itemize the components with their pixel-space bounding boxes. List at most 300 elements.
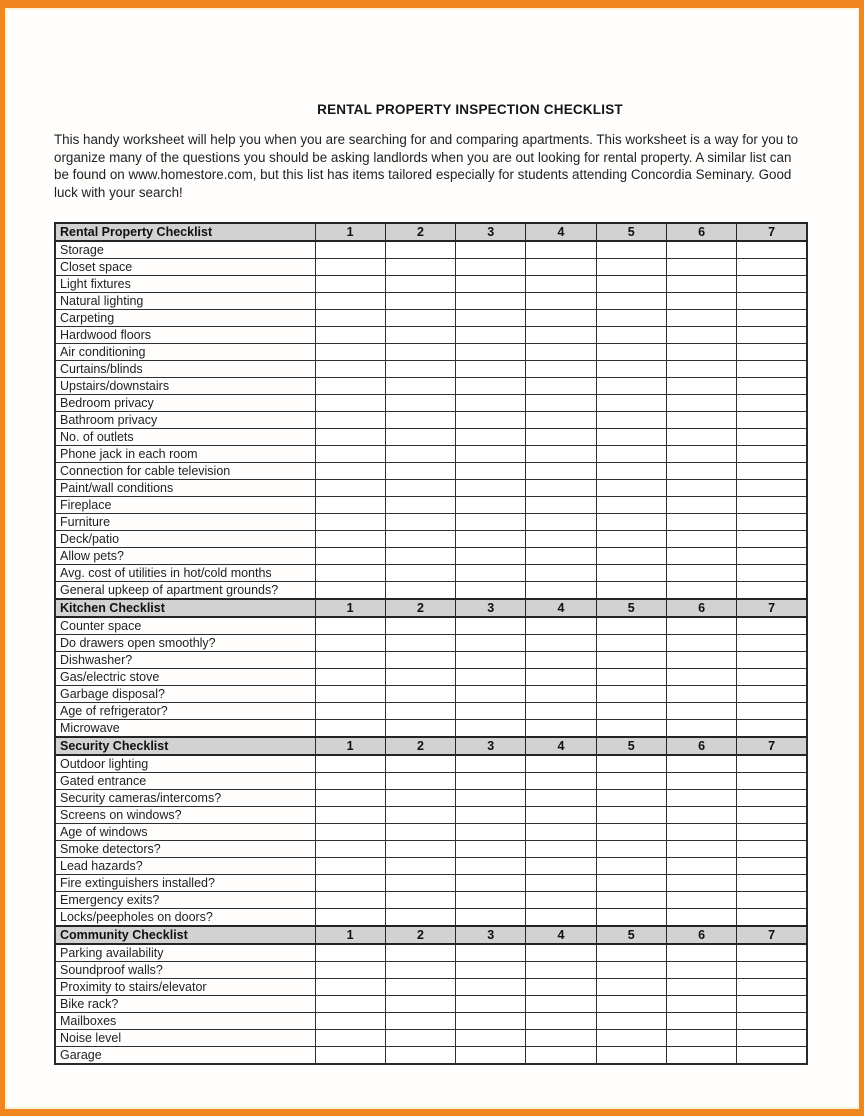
rating-cell bbox=[596, 395, 666, 412]
rating-cell bbox=[385, 720, 455, 738]
rating-column-header: 3 bbox=[456, 599, 526, 617]
rating-cell bbox=[385, 635, 455, 652]
rating-cell bbox=[526, 412, 596, 429]
checklist-item-row bbox=[55, 582, 807, 600]
checklist-item-label: Storage bbox=[55, 241, 315, 259]
rating-cell bbox=[385, 241, 455, 259]
rating-cell bbox=[737, 310, 807, 327]
rating-column-header: 1 bbox=[315, 599, 385, 617]
rating-cell bbox=[737, 1047, 807, 1065]
rating-cell bbox=[596, 686, 666, 703]
rating-cell bbox=[596, 276, 666, 293]
rating-cell bbox=[526, 259, 596, 276]
checklist-item-row bbox=[55, 548, 807, 565]
rating-cell bbox=[596, 858, 666, 875]
rating-cell bbox=[666, 807, 736, 824]
rating-cell bbox=[526, 395, 596, 412]
rating-cell bbox=[596, 807, 666, 824]
rating-cell bbox=[456, 790, 526, 807]
rating-column-header: 7 bbox=[737, 926, 807, 944]
checklist-item-label: Phone jack in each room bbox=[55, 446, 315, 463]
rating-cell bbox=[737, 241, 807, 259]
rating-cell bbox=[737, 548, 807, 565]
checklist-item-label: Garbage disposal? bbox=[55, 686, 315, 703]
rating-cell bbox=[666, 378, 736, 395]
rating-cell bbox=[666, 259, 736, 276]
rating-cell bbox=[596, 773, 666, 790]
rating-cell bbox=[385, 669, 455, 686]
checklist-item-label: Noise level bbox=[55, 1030, 315, 1047]
rating-column-header: 2 bbox=[385, 926, 455, 944]
rating-cell bbox=[315, 1030, 385, 1047]
rating-column-header: 2 bbox=[385, 599, 455, 617]
rating-cell bbox=[737, 875, 807, 892]
rating-cell bbox=[315, 773, 385, 790]
rating-cell bbox=[737, 1030, 807, 1047]
rating-cell bbox=[315, 686, 385, 703]
rating-column-header: 4 bbox=[526, 926, 596, 944]
rating-cell bbox=[526, 480, 596, 497]
rating-column-header: 1 bbox=[315, 926, 385, 944]
checklist-item-row bbox=[55, 686, 807, 703]
rating-cell bbox=[315, 944, 385, 962]
rating-cell bbox=[666, 841, 736, 858]
checklist-item-label: Connection for cable television bbox=[55, 463, 315, 480]
rating-cell bbox=[737, 773, 807, 790]
checklist-item-label: Mailboxes bbox=[55, 1013, 315, 1030]
rating-cell bbox=[737, 361, 807, 378]
checklist-item-row bbox=[55, 344, 807, 361]
rating-cell bbox=[315, 996, 385, 1013]
checklist-item-label: Air conditioning bbox=[55, 344, 315, 361]
rating-cell bbox=[315, 617, 385, 635]
rating-cell bbox=[737, 703, 807, 720]
rating-cell bbox=[315, 276, 385, 293]
rating-column-header: 3 bbox=[456, 223, 526, 241]
checklist-item-label: Counter space bbox=[55, 617, 315, 635]
rating-cell bbox=[385, 480, 455, 497]
rating-cell bbox=[596, 259, 666, 276]
checklist-item-row bbox=[55, 293, 807, 310]
rating-cell bbox=[596, 669, 666, 686]
rating-cell bbox=[315, 582, 385, 600]
rating-cell bbox=[456, 1047, 526, 1065]
rating-cell bbox=[526, 962, 596, 979]
rating-column-header: 5 bbox=[596, 737, 666, 755]
rating-cell bbox=[666, 327, 736, 344]
rating-cell bbox=[385, 944, 455, 962]
checklist-item-label: Bathroom privacy bbox=[55, 412, 315, 429]
checklist-item-label: Smoke detectors? bbox=[55, 841, 315, 858]
rating-column-header: 4 bbox=[526, 223, 596, 241]
rating-cell bbox=[666, 412, 736, 429]
checklist-item-row bbox=[55, 824, 807, 841]
rating-cell bbox=[315, 412, 385, 429]
rating-cell bbox=[456, 669, 526, 686]
rating-cell bbox=[737, 327, 807, 344]
checklist-item-row bbox=[55, 361, 807, 378]
rating-cell bbox=[596, 790, 666, 807]
rating-cell bbox=[385, 378, 455, 395]
rating-cell bbox=[315, 463, 385, 480]
rating-cell bbox=[666, 497, 736, 514]
rating-cell bbox=[456, 565, 526, 582]
checklist-item-row bbox=[55, 327, 807, 344]
rating-cell bbox=[526, 582, 596, 600]
rating-cell bbox=[596, 412, 666, 429]
rating-cell bbox=[596, 996, 666, 1013]
rating-cell bbox=[737, 652, 807, 669]
rating-cell bbox=[315, 720, 385, 738]
checklist-item-row bbox=[55, 755, 807, 773]
checklist-item-row bbox=[55, 841, 807, 858]
rating-cell bbox=[385, 703, 455, 720]
rating-cell bbox=[456, 841, 526, 858]
rating-column-header: 6 bbox=[666, 926, 736, 944]
rating-cell bbox=[456, 892, 526, 909]
checklist-item-label: Emergency exits? bbox=[55, 892, 315, 909]
checklist-item-row bbox=[55, 892, 807, 909]
rating-cell bbox=[456, 446, 526, 463]
checklist-item-label: Closet space bbox=[55, 259, 315, 276]
rating-cell bbox=[666, 480, 736, 497]
rating-cell bbox=[526, 841, 596, 858]
checklist-item-row bbox=[55, 446, 807, 463]
rating-cell bbox=[456, 531, 526, 548]
rating-cell bbox=[526, 1047, 596, 1065]
checklist-item-row bbox=[55, 463, 807, 480]
section-header-row bbox=[55, 737, 807, 755]
rating-cell bbox=[385, 841, 455, 858]
checklist-item-label: Age of windows bbox=[55, 824, 315, 841]
checklist-item-row bbox=[55, 720, 807, 738]
checklist-table bbox=[54, 222, 808, 1065]
rating-cell bbox=[385, 259, 455, 276]
rating-column-header: 6 bbox=[666, 223, 736, 241]
rating-cell bbox=[456, 773, 526, 790]
page-title: RENTAL PROPERTY INSPECTION CHECKLIST bbox=[317, 102, 623, 117]
rating-cell bbox=[526, 720, 596, 738]
rating-cell bbox=[385, 858, 455, 875]
checklist-item-label: Fireplace bbox=[55, 497, 315, 514]
section-header-row bbox=[55, 223, 807, 241]
checklist-item-row bbox=[55, 259, 807, 276]
rating-cell bbox=[315, 979, 385, 996]
rating-cell bbox=[385, 429, 455, 446]
rating-cell bbox=[666, 686, 736, 703]
rating-cell bbox=[385, 412, 455, 429]
rating-column-header: 5 bbox=[596, 926, 666, 944]
checklist-item-label: Deck/patio bbox=[55, 531, 315, 548]
rating-cell bbox=[456, 1013, 526, 1030]
rating-cell bbox=[526, 361, 596, 378]
rating-cell bbox=[666, 361, 736, 378]
rating-cell bbox=[526, 617, 596, 635]
checklist-item-row bbox=[55, 1047, 807, 1065]
rating-cell bbox=[456, 858, 526, 875]
rating-column-header: 7 bbox=[737, 599, 807, 617]
rating-cell bbox=[526, 497, 596, 514]
rating-cell bbox=[315, 344, 385, 361]
rating-cell bbox=[737, 996, 807, 1013]
rating-cell bbox=[526, 807, 596, 824]
rating-cell bbox=[315, 548, 385, 565]
rating-cell bbox=[666, 582, 736, 600]
rating-cell bbox=[385, 979, 455, 996]
checklist-item-label: Garage bbox=[55, 1047, 315, 1065]
rating-cell bbox=[385, 962, 455, 979]
rating-cell bbox=[737, 565, 807, 582]
rating-cell bbox=[385, 582, 455, 600]
rating-cell bbox=[526, 548, 596, 565]
rating-cell bbox=[385, 310, 455, 327]
rating-cell bbox=[526, 669, 596, 686]
checklist-item-label: Light fixtures bbox=[55, 276, 315, 293]
rating-cell bbox=[596, 841, 666, 858]
rating-cell bbox=[526, 755, 596, 773]
rating-cell bbox=[737, 944, 807, 962]
rating-cell bbox=[737, 841, 807, 858]
rating-cell bbox=[315, 652, 385, 669]
rating-cell bbox=[737, 276, 807, 293]
rating-cell bbox=[737, 790, 807, 807]
rating-cell bbox=[596, 1030, 666, 1047]
checklist-item-label: Upstairs/downstairs bbox=[55, 378, 315, 395]
checklist-item-label: Paint/wall conditions bbox=[55, 480, 315, 497]
rating-column-header: 4 bbox=[526, 737, 596, 755]
rating-cell bbox=[526, 344, 596, 361]
rating-cell bbox=[526, 944, 596, 962]
rating-cell bbox=[666, 773, 736, 790]
checklist-item-label: Gated entrance bbox=[55, 773, 315, 790]
checklist-item-row bbox=[55, 635, 807, 652]
rating-cell bbox=[315, 807, 385, 824]
rating-cell bbox=[666, 979, 736, 996]
rating-cell bbox=[737, 979, 807, 996]
rating-cell bbox=[526, 909, 596, 927]
rating-cell bbox=[526, 790, 596, 807]
rating-cell bbox=[456, 412, 526, 429]
rating-cell bbox=[526, 686, 596, 703]
checklist-item-label: Fire extinguishers installed? bbox=[55, 875, 315, 892]
checklist-item-label: Lead hazards? bbox=[55, 858, 315, 875]
rating-cell bbox=[385, 1013, 455, 1030]
rating-cell bbox=[666, 446, 736, 463]
checklist-item-row bbox=[55, 617, 807, 635]
rating-cell bbox=[315, 703, 385, 720]
checklist-item-label: Curtains/blinds bbox=[55, 361, 315, 378]
rating-cell bbox=[666, 276, 736, 293]
rating-cell bbox=[737, 1013, 807, 1030]
checklist-item-label: Gas/electric stove bbox=[55, 669, 315, 686]
rating-cell bbox=[596, 979, 666, 996]
checklist-item-label: Furniture bbox=[55, 514, 315, 531]
checklist-item-row bbox=[55, 395, 807, 412]
rating-cell bbox=[596, 293, 666, 310]
rating-cell bbox=[315, 1013, 385, 1030]
rating-cell bbox=[385, 824, 455, 841]
rating-cell bbox=[596, 635, 666, 652]
rating-cell bbox=[596, 463, 666, 480]
rating-cell bbox=[666, 875, 736, 892]
rating-cell bbox=[737, 686, 807, 703]
rating-cell bbox=[315, 824, 385, 841]
rating-cell bbox=[526, 875, 596, 892]
rating-cell bbox=[456, 395, 526, 412]
checklist-item-row bbox=[55, 514, 807, 531]
rating-cell bbox=[385, 807, 455, 824]
rating-cell bbox=[456, 378, 526, 395]
rating-cell bbox=[596, 480, 666, 497]
rating-cell bbox=[385, 514, 455, 531]
rating-cell bbox=[385, 497, 455, 514]
rating-cell bbox=[456, 293, 526, 310]
checklist-item-label: Parking availability bbox=[55, 944, 315, 962]
rating-cell bbox=[666, 1030, 736, 1047]
rating-cell bbox=[526, 241, 596, 259]
rating-cell bbox=[456, 497, 526, 514]
rating-cell bbox=[526, 635, 596, 652]
rating-column-header: 4 bbox=[526, 599, 596, 617]
rating-cell bbox=[596, 703, 666, 720]
rating-cell bbox=[737, 669, 807, 686]
rating-cell bbox=[596, 824, 666, 841]
rating-cell bbox=[526, 446, 596, 463]
rating-cell bbox=[456, 824, 526, 841]
checklist-item-row bbox=[55, 652, 807, 669]
checklist-item-row bbox=[55, 378, 807, 395]
rating-cell bbox=[526, 858, 596, 875]
rating-cell bbox=[737, 531, 807, 548]
section-header-label: Rental Property Checklist bbox=[55, 223, 315, 241]
rating-cell bbox=[666, 720, 736, 738]
rating-cell bbox=[315, 446, 385, 463]
rating-cell bbox=[456, 327, 526, 344]
rating-cell bbox=[315, 635, 385, 652]
rating-cell bbox=[315, 841, 385, 858]
checklist-item-row bbox=[55, 858, 807, 875]
rating-cell bbox=[526, 276, 596, 293]
section-header-label: Community Checklist bbox=[55, 926, 315, 944]
rating-column-header: 7 bbox=[737, 223, 807, 241]
rating-cell bbox=[666, 996, 736, 1013]
rating-cell bbox=[385, 361, 455, 378]
rating-cell bbox=[526, 429, 596, 446]
rating-cell bbox=[737, 892, 807, 909]
rating-cell bbox=[456, 276, 526, 293]
rating-cell bbox=[737, 463, 807, 480]
rating-cell bbox=[315, 892, 385, 909]
rating-cell bbox=[737, 497, 807, 514]
rating-cell bbox=[737, 259, 807, 276]
rating-cell bbox=[456, 1030, 526, 1047]
rating-cell bbox=[456, 480, 526, 497]
checklist-item-row bbox=[55, 412, 807, 429]
rating-cell bbox=[385, 617, 455, 635]
rating-cell bbox=[315, 565, 385, 582]
checklist-item-row bbox=[55, 909, 807, 927]
rating-cell bbox=[737, 962, 807, 979]
rating-cell bbox=[596, 909, 666, 927]
rating-cell bbox=[526, 531, 596, 548]
rating-cell bbox=[526, 310, 596, 327]
rating-cell bbox=[315, 1047, 385, 1065]
checklist-item-label: Proximity to stairs/elevator bbox=[55, 979, 315, 996]
rating-cell bbox=[737, 824, 807, 841]
rating-cell bbox=[666, 617, 736, 635]
rating-cell bbox=[385, 909, 455, 927]
rating-cell bbox=[385, 327, 455, 344]
rating-cell bbox=[385, 293, 455, 310]
checklist-item-row bbox=[55, 1030, 807, 1047]
rating-cell bbox=[526, 979, 596, 996]
rating-cell bbox=[737, 293, 807, 310]
rating-cell bbox=[526, 565, 596, 582]
checklist-item-label: Screens on windows? bbox=[55, 807, 315, 824]
rating-cell bbox=[385, 996, 455, 1013]
rating-cell bbox=[315, 480, 385, 497]
rating-cell bbox=[596, 962, 666, 979]
rating-cell bbox=[596, 531, 666, 548]
rating-cell bbox=[385, 755, 455, 773]
rating-cell bbox=[315, 790, 385, 807]
rating-cell bbox=[666, 1047, 736, 1065]
rating-cell bbox=[666, 892, 736, 909]
rating-column-header: 6 bbox=[666, 599, 736, 617]
checklist-item-label: Soundproof walls? bbox=[55, 962, 315, 979]
rating-cell bbox=[385, 892, 455, 909]
rating-cell bbox=[385, 565, 455, 582]
rating-cell bbox=[666, 652, 736, 669]
rating-cell bbox=[456, 514, 526, 531]
rating-cell bbox=[456, 582, 526, 600]
rating-cell bbox=[385, 531, 455, 548]
checklist-item-label: Bedroom privacy bbox=[55, 395, 315, 412]
checklist-item-row bbox=[55, 703, 807, 720]
rating-cell bbox=[666, 755, 736, 773]
rating-cell bbox=[737, 635, 807, 652]
rating-cell bbox=[315, 497, 385, 514]
rating-cell bbox=[737, 429, 807, 446]
rating-cell bbox=[315, 429, 385, 446]
rating-cell bbox=[666, 429, 736, 446]
rating-cell bbox=[315, 669, 385, 686]
rating-cell bbox=[526, 652, 596, 669]
checklist-item-label: No. of outlets bbox=[55, 429, 315, 446]
rating-cell bbox=[596, 327, 666, 344]
document-content bbox=[54, 8, 808, 1065]
rating-cell bbox=[666, 344, 736, 361]
rating-cell bbox=[385, 686, 455, 703]
intro-paragraph: This handy worksheet will help you when you are searching for and comparing apartments. This worksheet is a way for you to organize many of the questions you should be asking landlords when you are out looking for rental property. A similar list can be found on www.homestore.com, but this list has items tailored especially for students attending Concordia Seminary. Good luck with your search! bbox=[54, 132, 799, 200]
rating-cell bbox=[737, 412, 807, 429]
checklist-item-label: Do drawers open smoothly? bbox=[55, 635, 315, 652]
rating-cell bbox=[596, 446, 666, 463]
checklist-item-label: Natural lighting bbox=[55, 293, 315, 310]
rating-cell bbox=[315, 962, 385, 979]
rating-cell bbox=[526, 293, 596, 310]
rating-cell bbox=[526, 892, 596, 909]
rating-cell bbox=[315, 909, 385, 927]
rating-cell bbox=[526, 1013, 596, 1030]
rating-column-header: 2 bbox=[385, 737, 455, 755]
rating-cell bbox=[596, 720, 666, 738]
rating-column-header: 3 bbox=[456, 737, 526, 755]
rating-cell bbox=[666, 310, 736, 327]
checklist-item-row bbox=[55, 979, 807, 996]
rating-column-header: 5 bbox=[596, 599, 666, 617]
rating-column-header: 1 bbox=[315, 737, 385, 755]
